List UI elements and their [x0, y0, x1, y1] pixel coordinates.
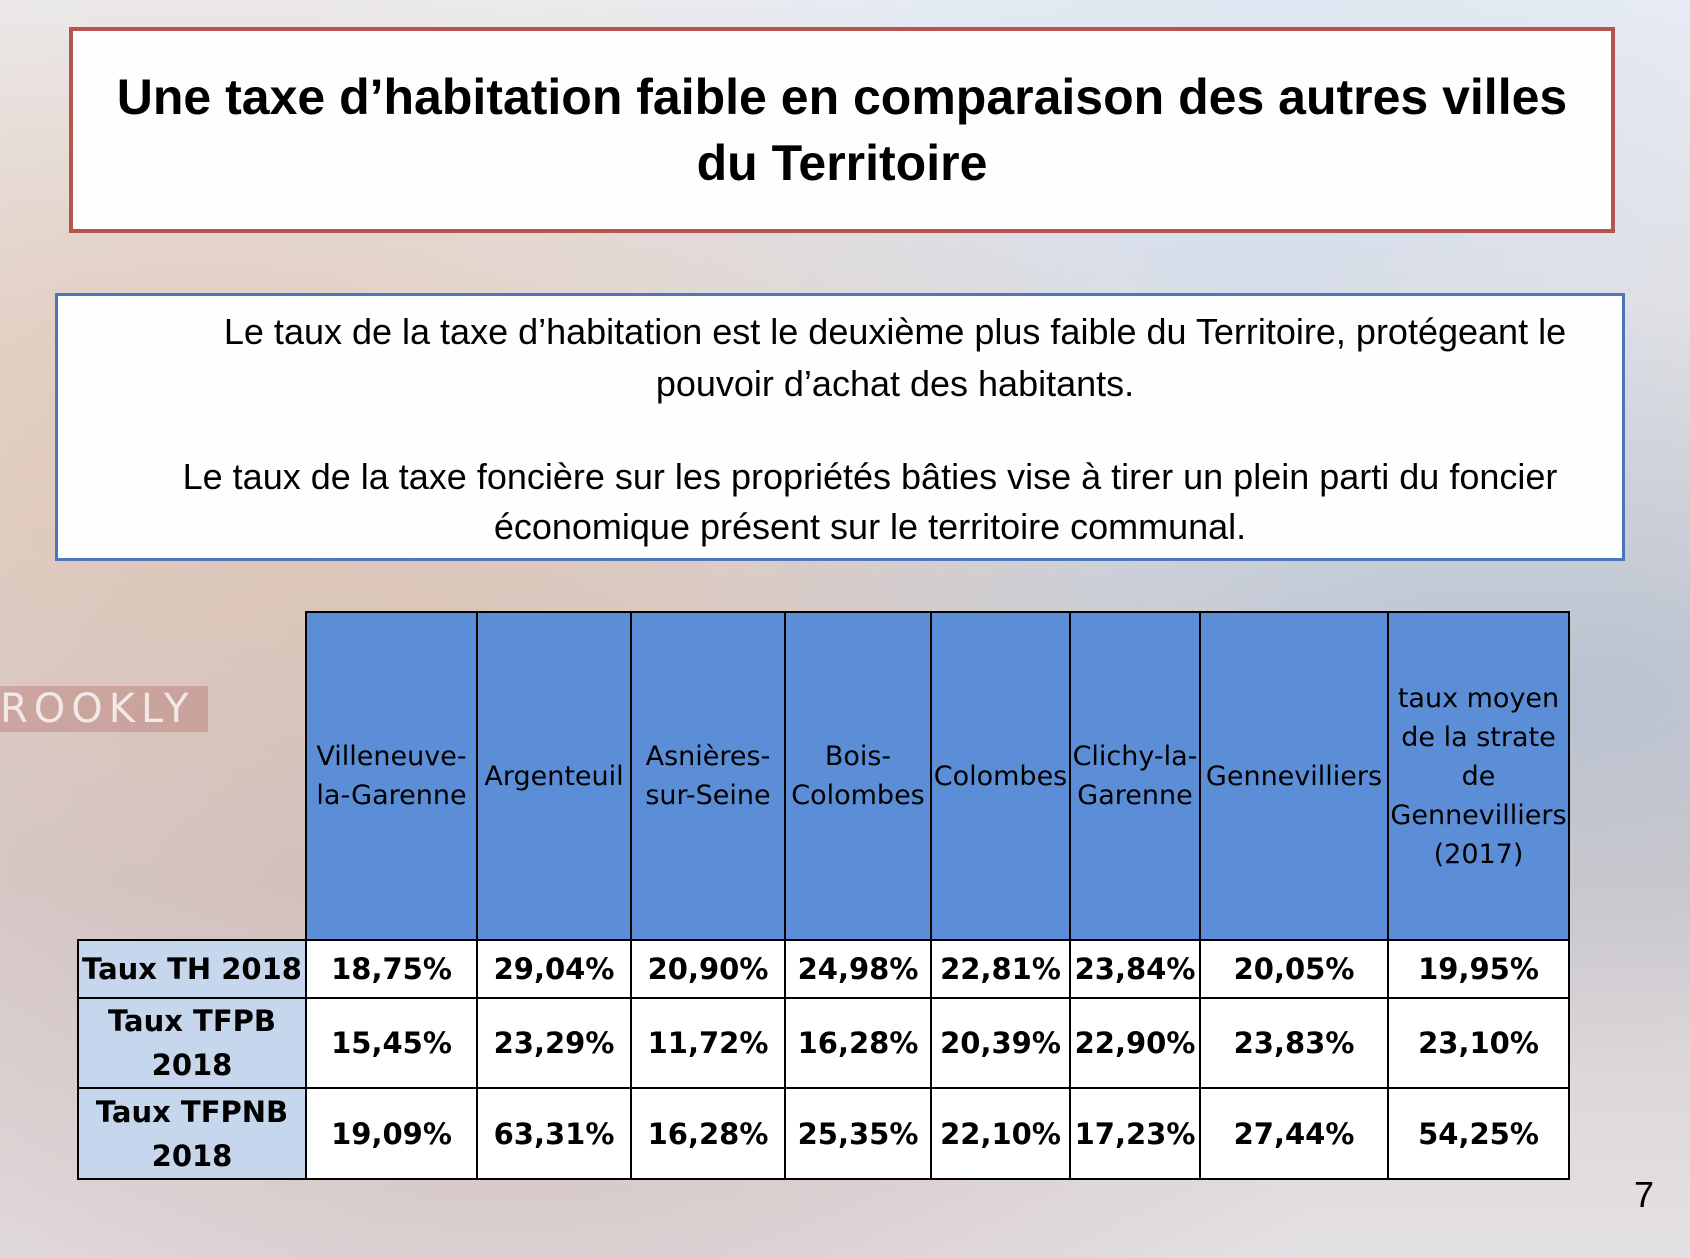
table-cell: 20,05%	[1200, 940, 1388, 998]
table-cell: 19,95%	[1388, 940, 1569, 998]
title-box	[69, 27, 1615, 233]
slide-title: Une taxe d’habitation faible en comparaison des autres villes du Territoire	[116, 69, 1568, 191]
tax-rates-table	[77, 611, 1570, 1180]
row-header: Taux TH 2018	[78, 940, 306, 998]
intro-paragraph-2: Le taux de la taxe foncière sur les propriétés bâties vise à tirer un plein parti du foncier économique présent sur le territoire communal.	[182, 456, 1558, 547]
table-cell: 20,90%	[631, 940, 785, 998]
table-header-row	[78, 612, 1569, 940]
table-cell: 23,84%	[1070, 940, 1200, 998]
table-row	[78, 940, 1569, 998]
table-cell: 16,28%	[785, 998, 931, 1088]
table-cell: 25,35%	[785, 1088, 931, 1179]
table-cell: 23,10%	[1388, 998, 1569, 1088]
column-header: Gennevilliers	[1200, 612, 1388, 940]
table-cell: 17,23%	[1070, 1088, 1200, 1179]
column-header: Clichy-la-Garenne	[1070, 612, 1200, 940]
table-corner	[78, 612, 306, 940]
table-cell: 29,04%	[477, 940, 631, 998]
table-cell: 23,83%	[1200, 998, 1388, 1088]
column-header: Asnières-sur-Seine	[631, 612, 785, 940]
column-header: Bois-Colombes	[785, 612, 931, 940]
table-cell: 18,75%	[306, 940, 477, 998]
table-cell: 22,90%	[1070, 998, 1200, 1088]
table-row	[78, 998, 1569, 1088]
table-cell: 24,98%	[785, 940, 931, 998]
table-cell: 27,44%	[1200, 1088, 1388, 1179]
column-header: Colombes	[931, 612, 1070, 940]
background-sign: ROOKLY	[0, 686, 208, 732]
intro-box	[55, 293, 1625, 561]
table-cell: 11,72%	[631, 998, 785, 1088]
table-cell: 15,45%	[306, 998, 477, 1088]
column-header: Argenteuil	[477, 612, 631, 940]
page-number: 7	[1633, 1174, 1654, 1215]
table-cell: 23,29%	[477, 998, 631, 1088]
table-cell: 22,81%	[931, 940, 1070, 998]
table-cell: 20,39%	[931, 998, 1070, 1088]
row-header: Taux TFPNB 2018	[78, 1088, 306, 1179]
column-header: taux moyen de la strate de Gennevilliers (2017)	[1388, 612, 1569, 940]
table-row	[78, 1088, 1569, 1179]
table-cell: 54,25%	[1388, 1088, 1569, 1179]
column-header: Villeneuve-la-Garenne	[306, 612, 477, 940]
row-header: Taux TFPB 2018	[78, 998, 306, 1088]
intro-paragraph-1: Le taux de la taxe d’habitation est le deuxième plus faible du Territoire, protégeant le pouvoir d’achat des habitants.	[223, 311, 1567, 404]
table-cell: 63,31%	[477, 1088, 631, 1179]
table-cell: 19,09%	[306, 1088, 477, 1179]
table-cell: 22,10%	[931, 1088, 1070, 1179]
table-cell: 16,28%	[631, 1088, 785, 1179]
